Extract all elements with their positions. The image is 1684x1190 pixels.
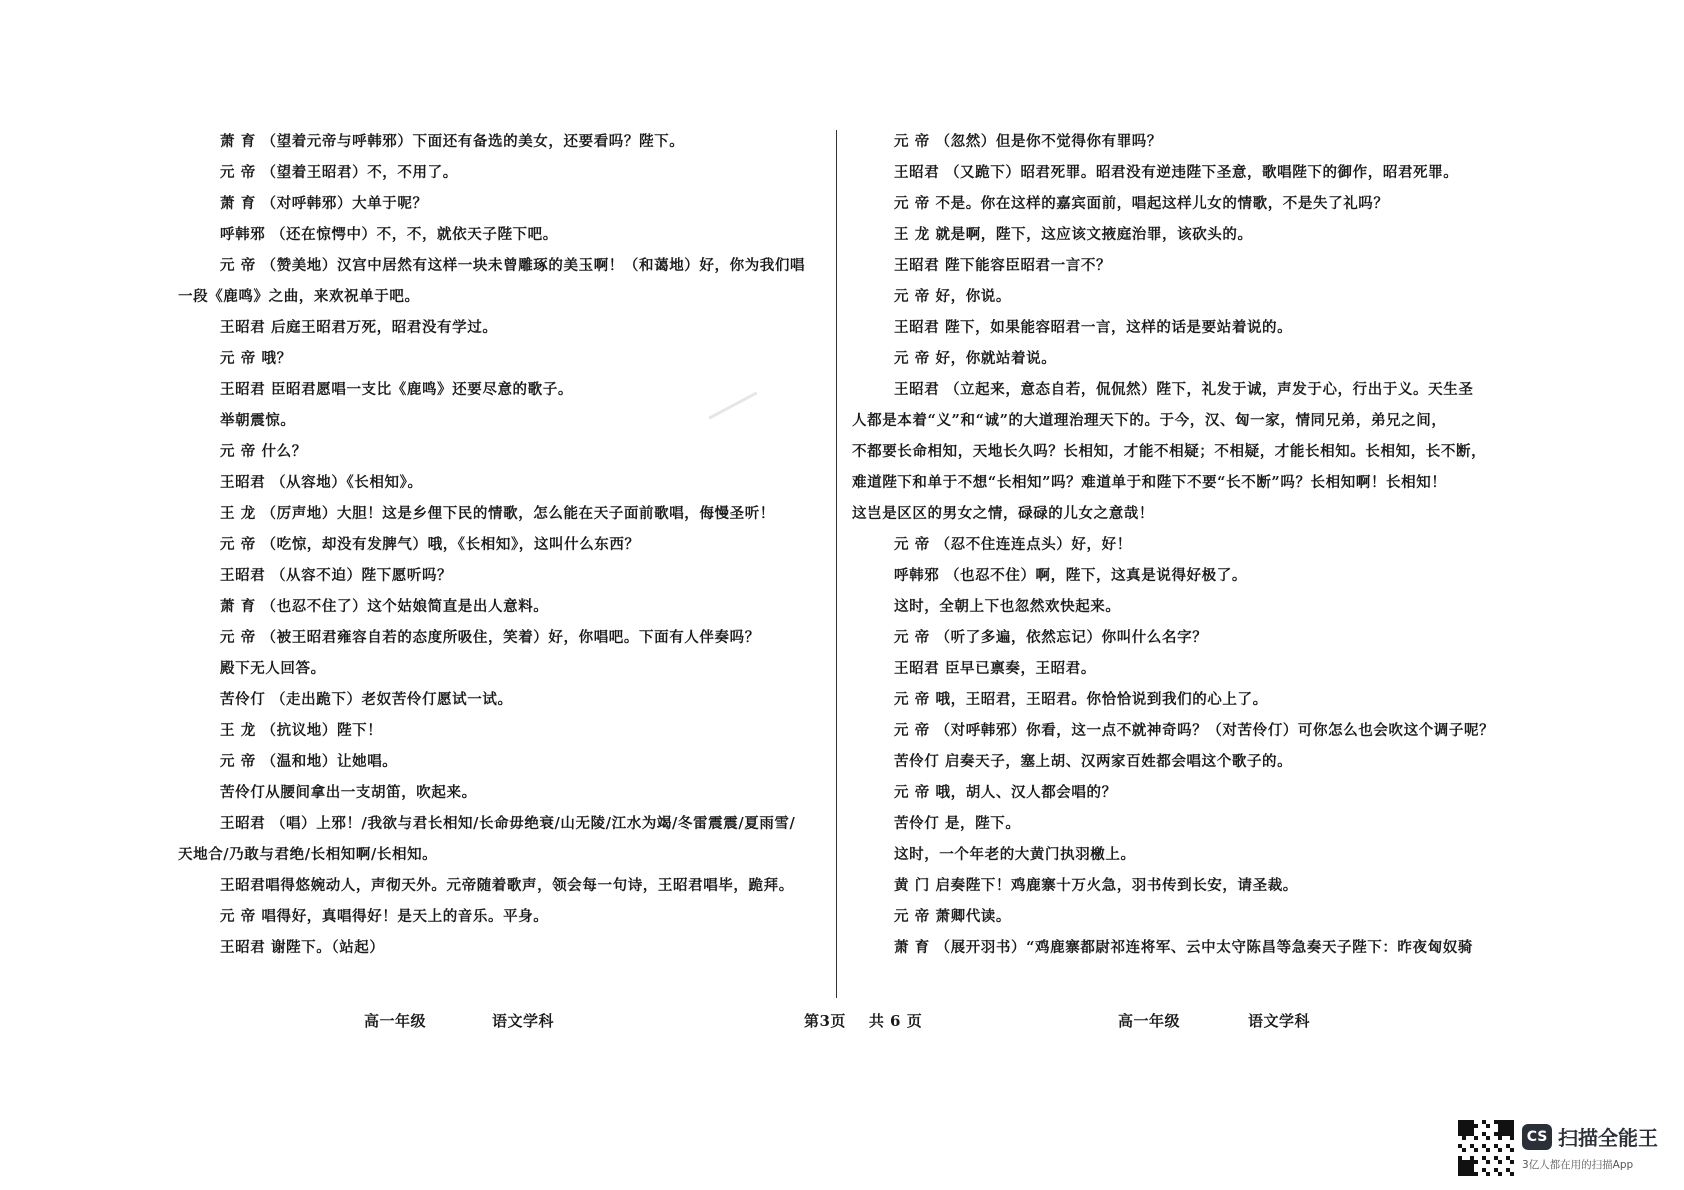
text-line: 王昭君 陛下能容臣昭君一言不？	[894, 257, 1112, 274]
text-line: 王 龙 （抗议地）陛下！	[220, 722, 383, 739]
app-name: 扫描全能王	[1558, 1126, 1658, 1150]
text-line: 元 帝 唱得好，真唱得好！是天上的音乐。平身。	[220, 908, 549, 925]
text-line: 萧 育 （也忍不住了）这个姑娘简直是出人意料。	[220, 598, 549, 615]
text-line: 元 帝 萧卿代读。	[894, 908, 1011, 925]
text-line: 苦伶仃 是，陛下。	[894, 815, 1021, 832]
text-line: 举朝震惊。	[220, 412, 296, 429]
text-line: 王昭君 后庭王昭君万死，昭君没有学过。	[220, 319, 498, 336]
text-line: 王昭君 陛下，如果能容昭君一言，这样的话是要站着说的。	[894, 319, 1293, 336]
text-line: 呼韩邪 （也忍不住）啊，陛下，这真是说得好极了。	[894, 567, 1247, 584]
footer-left-subject: 语文学科	[492, 1012, 555, 1030]
text-line: 元 帝 （望着王昭君）不，不用了。	[220, 164, 458, 181]
text-line: 王昭君 （从容地）《长相知》。	[220, 474, 423, 491]
text-line: 这时，一个年老的大黄门执羽檄上。	[894, 846, 1136, 863]
text-line: 元 帝 （温和地）让她唱。	[220, 753, 398, 770]
text-line: 苦伶仃 （走出跪下）老奴苦伶仃愿试一试。	[220, 691, 513, 708]
cs-logo-icon: CS	[1522, 1124, 1552, 1150]
text-line: 元 帝 （忽然）但是你不觉得你有罪吗？	[894, 133, 1162, 150]
text-line: 元 帝 （听了多遍，依然忘记）你叫什么名字？	[894, 629, 1208, 646]
text-line: 人都是本着“义”和“诚”的大道理治理天下的。于今，汉、匈一家，情同兄弟，弟兄之间，	[852, 412, 1447, 429]
text-line: 王昭君 谢陛下。（站起）	[220, 939, 385, 956]
text-line: 元 帝 好，你就站着说。	[894, 350, 1057, 367]
qr-code-icon	[1458, 1120, 1514, 1176]
text-line: 这岂是区区的男女之情，碌碌的儿女之意哉！	[852, 505, 1154, 522]
text-line: 元 帝 不是。你在这样的嘉宾面前，唱起这样儿女的情歌，不是失了礼吗？	[894, 195, 1389, 212]
text-line: 元 帝 好，你说。	[894, 288, 1011, 305]
text-line: 萧 育 （对呼韩邪）大单于呢？	[220, 195, 428, 212]
text-line: 元 帝 （吃惊，却没有发脾气）哦，《长相知》，这叫什么东西？	[220, 536, 640, 553]
text-line: 元 帝 （被王昭君雍容自若的态度所吸住，笑着）好，你唱吧。下面有人伴奏吗？	[220, 629, 760, 646]
text-line: 萧 育 （望着元帝与呼韩邪）下面还有备选的美女，还要看吗？陛下。	[220, 133, 685, 150]
text-line: 王昭君 （立起来，意态自若，侃侃然）陛下，礼发于诚，声发于心，行出于义。天生圣	[894, 381, 1474, 398]
text-line: 苦伶仃 启奏天子，塞上胡、汉两家百姓都会唱这个歌子的。	[894, 753, 1293, 770]
right-column	[852, 126, 1502, 963]
text-line: 王 龙 （厉声地）大胆！这是乡俚下民的情歌，怎么能在天子面前歌唱，侮慢圣听！	[220, 505, 775, 522]
text-line: 这时，全朝上下也忽然欢快起来。	[894, 598, 1121, 615]
text-line: 王昭君 （唱）上邪！/我欲与君长相知/长命毋绝衰/山无陵/江水为竭/冬雷震震/夏雨雪/	[220, 815, 796, 832]
text-line: 呼韩邪 （还在惊愕中）不，不，就依天子陛下吧。	[220, 226, 558, 243]
left-column	[178, 126, 826, 963]
text-line: 元 帝 （赞美地）汉宫中居然有这样一块未曾雕琢的美玉啊！（和蔼地）好，你为我们唱	[220, 257, 806, 274]
text-line: 王昭君 （从容不迫）陛下愿听吗？	[220, 567, 453, 584]
text-line: 苦伶仃从腰间拿出一支胡笛，吹起来。	[220, 784, 477, 801]
text-line: 难道陛下和单于不想“长相知”吗？难道单于和陛下不要“长不断”吗？长相知啊！长相知！	[852, 474, 1447, 491]
scanner-watermark	[1522, 1122, 1658, 1172]
text-line: 王昭君 臣早已禀奏，王昭君。	[894, 660, 1096, 677]
text-line: 元 帝 什么？	[220, 443, 307, 460]
footer-right-subject: 语文学科	[1248, 1012, 1311, 1030]
text-line: 萧 育 （展开羽书）“鸡鹿寨都尉祁连将军、云中太守陈昌等急奏天子陛下：昨夜匈奴骑	[894, 939, 1473, 956]
footer-right-grade: 高一年级	[1118, 1012, 1181, 1030]
text-line: 黄 门 启奏陛下！鸡鹿寨十万火急，羽书传到长安，请圣裁。	[894, 877, 1298, 894]
text-line: 元 帝 哦？	[220, 350, 292, 367]
column-divider	[836, 130, 837, 998]
text-line: 元 帝 哦，胡人、汉人都会唱的？	[894, 784, 1117, 801]
text-line: 元 帝 哦，王昭君，王昭君。你恰恰说到我们的心上了。	[894, 691, 1268, 708]
text-line: 王昭君 臣昭君愿唱一支比《鹿鸣》还要尽意的歌子。	[220, 381, 573, 398]
text-line: 不都要长命相知，天地长久吗？长相知，才能不相疑；不相疑，才能长相知。长相知，长不断，	[852, 443, 1487, 460]
text-line: 元 帝 （对呼韩邪）你看，这一点不就神奇吗？（对苦伶仃）可你怎么也会吹这个调子呢？	[894, 722, 1495, 739]
text-line: 王昭君 （又跪下）昭君死罪。昭君没有逆违陛下圣意，歌唱陛下的御作，昭君死罪。	[894, 164, 1459, 181]
text-line: 一段《鹿鸣》之曲，来欢祝单于吧。	[178, 288, 420, 305]
footer-page-info: 第3页 共 6 页	[804, 1012, 923, 1030]
text-line: 殿下无人回答。	[220, 660, 326, 677]
text-line: 元 帝 （忍不住连连点头）好，好！	[894, 536, 1132, 553]
text-line: 王 龙 就是啊，陛下，这应该文掖庭治罪，该砍头的。	[894, 226, 1253, 243]
app-tagline: 3亿人都在用的扫描App	[1522, 1159, 1634, 1171]
text-line: 天地合/乃敢与君绝/长相知啊/长相知。	[178, 846, 438, 863]
text-line: 王昭君唱得悠婉动人，声彻天外。元帝随着歌声，领会每一句诗，王昭君唱毕，跪拜。	[220, 877, 794, 894]
footer-left-grade: 高一年级	[364, 1012, 427, 1030]
